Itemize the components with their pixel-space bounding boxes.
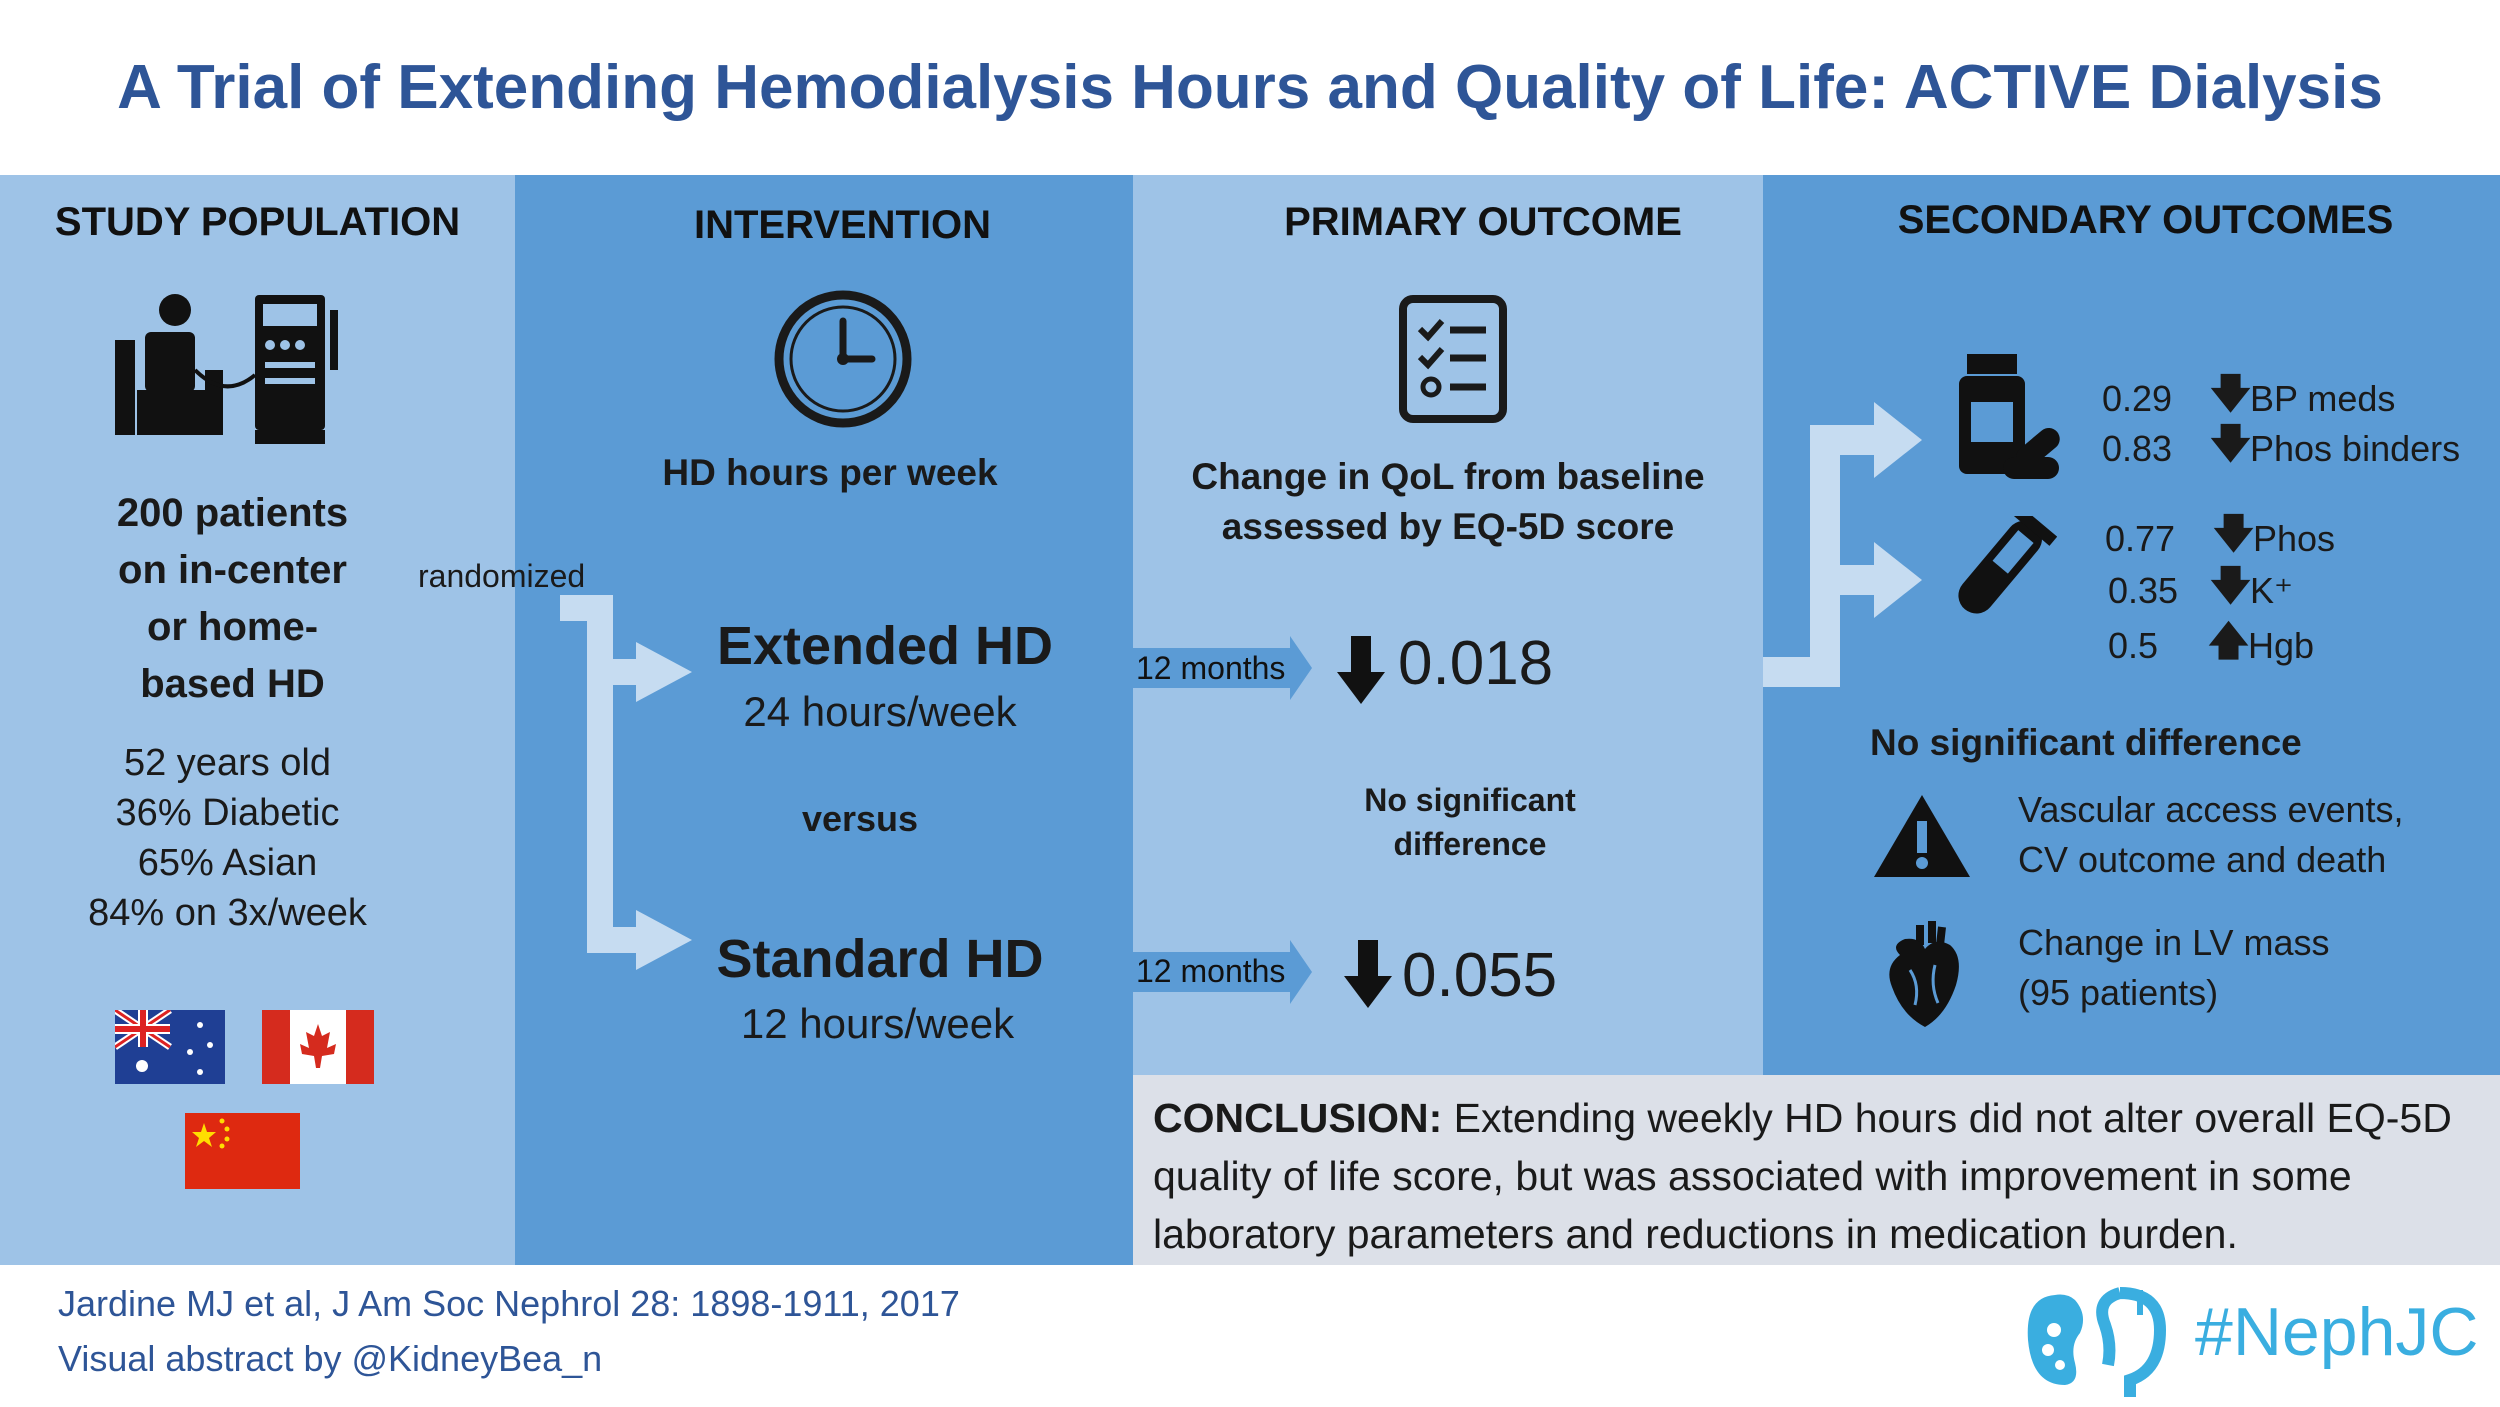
population-stats <box>0 738 455 938</box>
secondary-label: Hgb <box>2248 625 2315 666</box>
arm-standard-hours: 12 hours/week <box>740 1000 1015 1047</box>
down-arrow-icon: 🡇 <box>2210 422 2252 466</box>
warning-icon <box>1872 793 1972 879</box>
primary-value-extended: 0.018 <box>1398 629 1554 698</box>
secondary-row-phos-binders <box>2102 415 2460 483</box>
warning-text <box>2018 785 2404 885</box>
down-arrow-icon <box>1342 940 1394 1010</box>
population-line: 200 patients <box>116 491 349 535</box>
citation: Jardine MJ et al, J Am Soc Nephrol 28: 1898-1911, 2017 <box>58 1283 960 1324</box>
stat-diabetic: 36% Diabetic <box>115 792 340 834</box>
population-heading: STUDY POPULATION <box>54 200 461 244</box>
dialysis-patient-icon <box>115 290 355 450</box>
secondary-label: K⁺ <box>2250 570 2294 611</box>
primary-caption-line: assessed by EQ-5D score <box>1221 506 1675 547</box>
nsd-line: difference <box>1393 826 1547 862</box>
primary-nsd <box>1340 778 1600 866</box>
months-label-extended: 12 months <box>1136 650 1286 686</box>
down-arrow-icon: 🡇 <box>2210 564 2252 608</box>
versus-label: versus <box>801 798 919 839</box>
down-arrow-icon: 🡇 <box>2210 372 2252 416</box>
stat-frequency: 84% on 3x/week <box>88 892 367 934</box>
secondary-value: 0.5 <box>2108 625 2159 666</box>
conclusion-label: CONCLUSION: <box>1153 1095 1443 1141</box>
warning-line: CV outcome and death <box>2018 839 2387 880</box>
nsd-line: No significant <box>1364 782 1576 818</box>
primary-heading: PRIMARY OUTCOME <box>1284 200 1682 244</box>
pill-bottle-icon <box>1955 352 2065 482</box>
credit: Visual abstract by @KidneyBea_n <box>58 1338 603 1379</box>
secondary-value: 0.35 <box>2108 570 2179 611</box>
secondary-label: Phos <box>2253 518 2336 559</box>
lv-mass-text <box>2018 918 2330 1018</box>
population-line: or home- <box>146 605 319 649</box>
page-title: A Trial of Extending Hemodialysis Hours and Quality of Life: ACTIVE Dialysis <box>117 53 2383 122</box>
conclusion-box <box>1133 1075 2500 1265</box>
population-line: on in-center <box>118 548 347 592</box>
intervention-heading: INTERVENTION <box>693 203 992 247</box>
secondary-value: 0.83 <box>2102 428 2173 469</box>
china-flag <box>185 1113 300 1189</box>
clock-icon <box>772 288 914 430</box>
lv-line: (95 patients) <box>2018 972 2219 1013</box>
down-arrow-icon: 🡇 <box>2213 512 2255 556</box>
heart-icon <box>1880 915 1966 1030</box>
secondary-row-hgb <box>2108 612 2314 680</box>
kidney-logo-icon <box>2020 1285 2180 1400</box>
canada-flag <box>262 1010 374 1084</box>
population-summary <box>0 485 465 713</box>
stat-asian: 65% Asian <box>137 842 318 884</box>
secondary-label: Phos binders <box>2250 428 2461 469</box>
arm-extended-hours: 24 hours/week <box>743 688 1017 735</box>
lv-line: Change in LV mass <box>2018 922 2330 963</box>
secondary-value: 0.29 <box>2102 378 2173 419</box>
randomized-label: randomized <box>418 558 586 594</box>
primary-value-standard: 0.055 <box>1402 941 1558 1010</box>
hashtag: #NephJC <box>2195 1294 2479 1370</box>
conclusion-text: Extending weekly HD hours did not alter overall EQ-5D quality of life score, but was associated with improvement in some laboratory parameters and reductions in medication burden. <box>1153 1095 2452 1257</box>
secondary-heading: SECONDARY OUTCOMES <box>1897 198 2394 242</box>
secondary-nsd-heading: No significant difference <box>1870 722 2302 763</box>
up-arrow-icon: 🡅 <box>2208 619 2250 663</box>
checklist-icon <box>1398 294 1508 424</box>
secondary-value: 0.77 <box>2105 518 2176 559</box>
months-label-standard: 12 months <box>1136 953 1286 989</box>
arm-standard-title: Standard HD <box>716 929 1044 989</box>
secondary-label: BP meds <box>2250 378 2396 419</box>
down-arrow-icon <box>1335 636 1387 706</box>
stat-age: 52 years old <box>123 742 331 784</box>
australia-flag <box>115 1010 225 1084</box>
test-tube-icon <box>1937 516 2057 626</box>
arm-extended-title: Extended HD <box>716 616 1054 676</box>
primary-caption <box>1133 452 1763 552</box>
intervention-caption: HD hours per week <box>662 452 998 493</box>
population-line: based HD <box>140 662 325 706</box>
primary-caption-line: Change in QoL from baseline <box>1191 456 1705 497</box>
warning-line: Vascular access events, <box>2018 789 2404 830</box>
